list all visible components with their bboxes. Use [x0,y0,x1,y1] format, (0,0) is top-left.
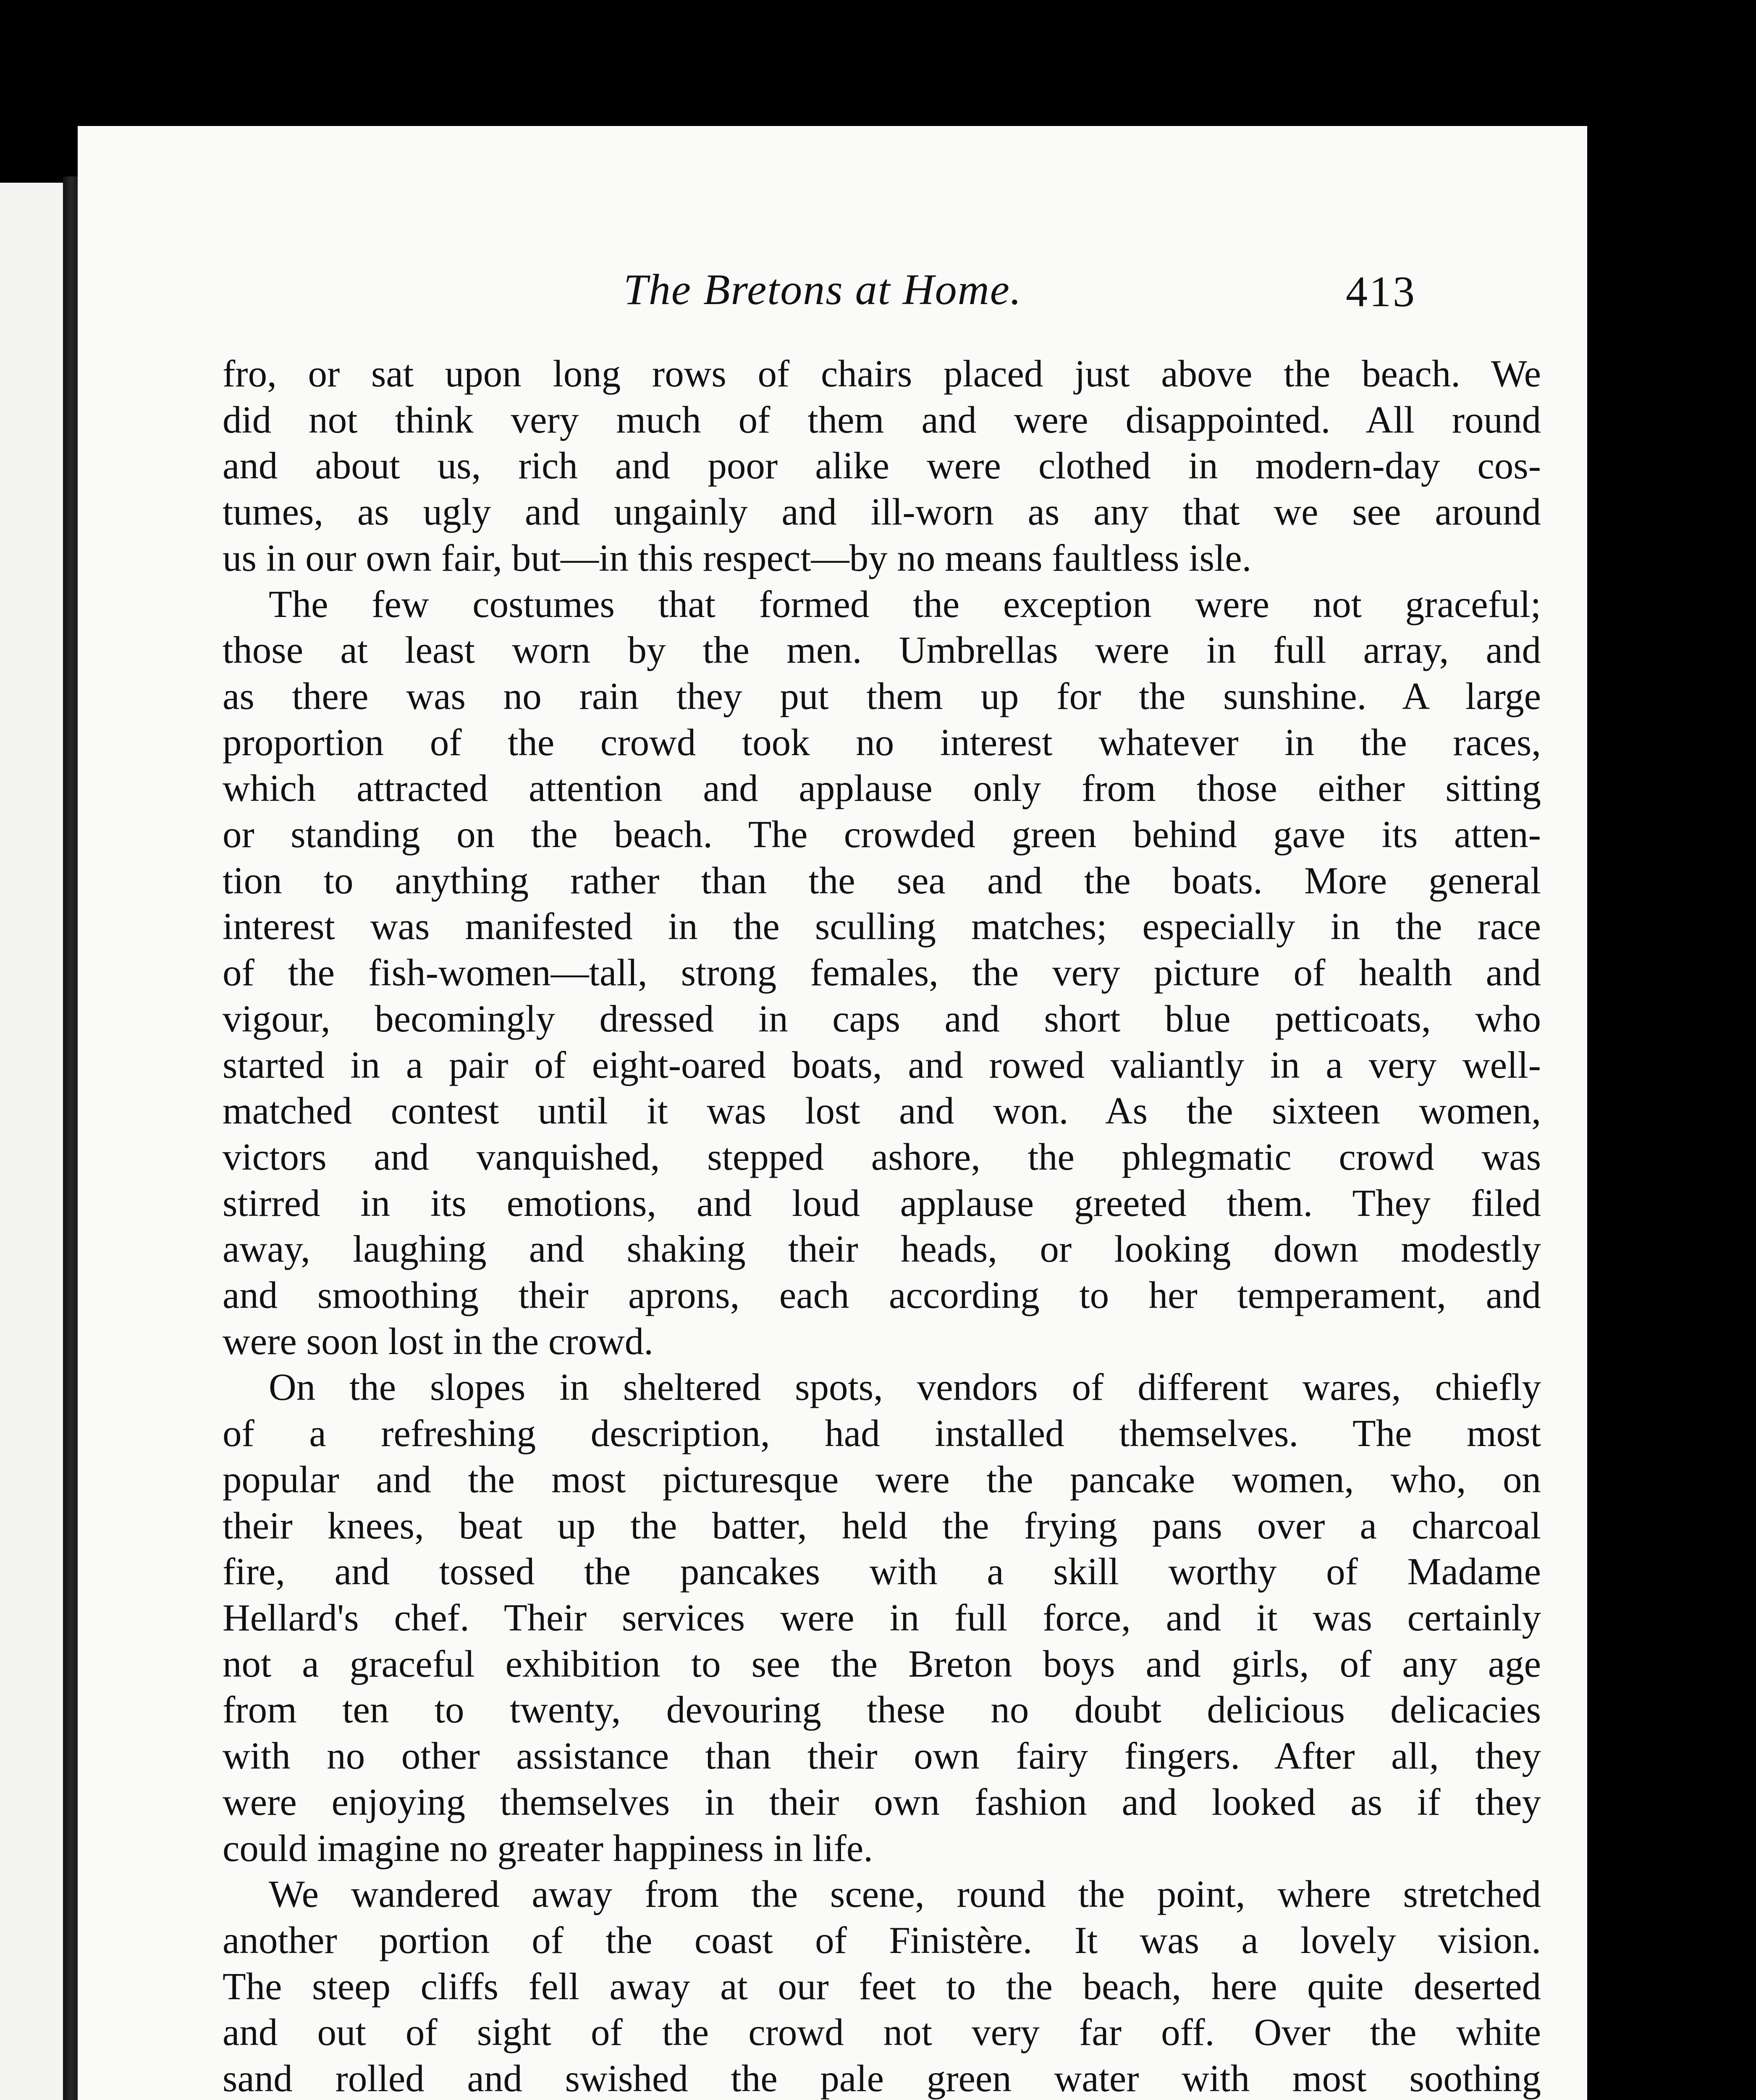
text-line: The few costumes that formed the exception were not graceful; [269,583,1541,625]
body-text [223,351,1541,2100]
text-line: proportion of the crowd took no interest whatever in the races, [223,721,1541,764]
text-line: as there was no rain they put them up for the sunshine. A large [223,675,1541,717]
text-line: and smoothing their aprons, each according to her temperament, and [223,1274,1541,1317]
text-line: those at least worn by the men. Umbrellas were in full array, and [223,629,1541,672]
text-line: and about us, rich and poor alike were clothed in modern-day cos- [223,444,1541,487]
text-line: which attracted attention and applause only from those either sitting [223,767,1541,810]
text-line: their knees, beat up the batter, held the frying pans over a charcoal [223,1504,1541,1547]
text-line: us in our own fair, but—in this respect—by no means faultless isle. [223,536,1252,579]
facing-page-edge [0,183,63,2100]
text-line: not a graceful exhibition to see the Breton boys and girls, of any age [223,1642,1541,1685]
paragraph [223,1364,1541,1871]
text-line: On the slopes in sheltered spots, vendors of different wares, chiefly [269,1366,1541,1409]
text-line: The steep cliffs fell away at our feet to the beach, here quite deserted [223,1965,1541,2008]
text-line: tumes, as ugly and ungainly and ill-worn as any that we see around [223,491,1541,533]
text-line: interest was manifested in the sculling matches; especially in the race [223,905,1541,948]
text-line: tion to anything rather than the sea and the boats. More general [223,859,1541,902]
text-line: vigour, becomingly dressed in caps and short blue petticoats, who [223,997,1541,1040]
text-line: We wandered away from the scene, round the point, where stretched [269,1873,1541,1916]
text-line: with no other assistance than their own fairy fingers. After all, they [223,1735,1541,1777]
book-page [78,126,1587,2100]
text-line: did not think very much of them and were disappointed. All round [223,398,1541,441]
text-line: fire, and tossed the pancakes with a skill worthy of Madame [223,1550,1541,1593]
text-line: popular and the most picturesque were the pancake women, who, on [223,1458,1541,1501]
text-line: fro, or sat upon long rows of chairs placed just above the beach. We [223,352,1541,395]
paragraph [223,351,1541,581]
text-line: matched contest until it was lost and won. As the sixteen women, [223,1089,1541,1132]
text-line: were enjoying themselves in their own fashion and looked as if they [223,1780,1541,1823]
text-line: were soon lost in the crowd. [223,1320,654,1362]
text-line: sand rolled and swished the pale green water with most soothing [223,2057,1541,2100]
text-line: started in a pair of eight-oared boats, and rowed valiantly in a very well- [223,1043,1541,1086]
text-line: of the fish-women—tall, strong females, the very picture of health and [223,951,1541,994]
text-line: Hellard's chef. Their services were in full force, and it was certainly [223,1596,1541,1639]
running-head: The Bretons at Home. [624,265,1022,314]
page-number: 413 [1346,268,1416,316]
text-line: or standing on the beach. The crowded green behind gave its atten- [223,813,1541,856]
text-line: away, laughing and shaking their heads, or looking down modestly [223,1228,1541,1270]
paragraph [223,581,1541,1365]
text-line: stirred in its emotions, and loud applause greeted them. They filed [223,1181,1541,1224]
text-line: from ten to twenty, devouring these no doubt delicious delicacies [223,1688,1541,1731]
text-line: of a refreshing description, had installed themselves. The most [223,1412,1541,1455]
paragraph [223,1871,1541,2100]
text-line: another portion of the coast of Finistère. It was a lovely vision. [223,1919,1541,1961]
text-line: victors and vanquished, stepped ashore, the phlegmatic crowd was [223,1135,1541,1178]
text-line: could imagine no greater happiness in life. [223,1827,873,1869]
text-line: and out of sight of the crowd not very far off. Over the white [223,2011,1541,2054]
